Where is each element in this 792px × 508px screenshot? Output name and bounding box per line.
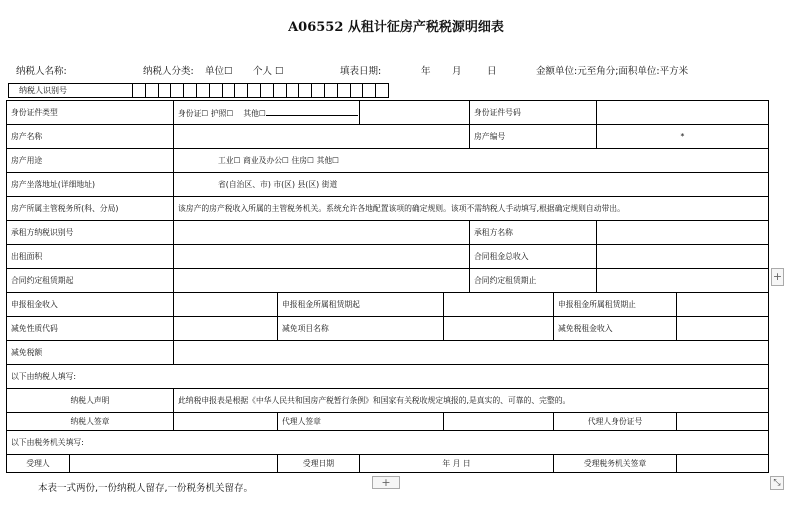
agent-id-label: 代理人身份证号 [554,413,677,431]
footer-note: 本表一式两份,一份纳税人留存,一份税务机关留存。 [38,483,254,494]
id-digit-box[interactable] [287,83,300,98]
rent-period-start-field[interactable] [444,293,554,317]
taxpayer-name-label: 纳税人名称: [16,66,67,77]
property-no-label: 房产编号 [470,125,597,149]
property-name-label: 房产名称 [7,125,174,149]
address-label: 房产坐落地址(详细地址) [7,173,174,197]
agent-id-field[interactable] [677,413,769,431]
receive-date-field[interactable]: 年 月 日 [360,455,554,473]
id-digit-box[interactable] [376,83,389,98]
office-seal-field[interactable] [677,455,769,473]
use-options-text: 工业☐ 商业及办公☐ 住房☐ 其他☐ [218,156,340,165]
id-digit-box[interactable] [159,83,172,98]
id-digit-box[interactable] [146,83,159,98]
receive-date-label: 受理日期 [278,455,360,473]
property-no-field[interactable]: * [597,125,769,149]
id-digit-box[interactable] [235,83,248,98]
taxpayer-class-label: 纳税人分类: [143,66,194,77]
id-digit-box[interactable] [171,83,184,98]
form-header [0,63,792,79]
taxpayer-sign-label: 纳税人签章 [7,413,174,431]
receiver-label: 受理人 [7,455,70,473]
fill-date-label: 填表日期: [340,66,382,77]
id-digit-box[interactable] [210,83,223,98]
exempt-code-label: 减免性质代码 [7,317,174,341]
receiver-field[interactable] [70,455,278,473]
form-title: A06552 从租计征房产税税源明细表 [288,20,504,35]
id-digit-box[interactable] [261,83,274,98]
tenant-name-field[interactable] [597,221,769,245]
exempt-code-field[interactable] [174,317,278,341]
taxpayer-fill-heading: 以下由纳税人填写: [7,365,769,389]
office-seal-label: 受理税务机关签章 [554,455,677,473]
tax-office-label: 房产所属主管税务所(科、分局) [7,197,174,221]
property-use-label: 房产用途 [7,149,174,173]
id-digit-box[interactable] [184,83,197,98]
declaration-label: 纳税人声明 [7,389,174,413]
exempt-tax-label: 减免税额 [7,341,174,365]
property-name-field[interactable] [174,125,470,149]
id-type-options[interactable] [174,101,360,125]
declared-rent-label: 申报租金收入 [7,293,174,317]
lease-end-label: 合同约定租赁期止 [470,269,597,293]
id-digit-box[interactable] [338,83,351,98]
id-digit-box[interactable] [133,83,146,98]
id-digit-box[interactable] [312,83,325,98]
agent-sign-label: 代理人签章 [278,413,444,431]
lease-start-field[interactable] [174,269,470,293]
exempt-income-field[interactable] [677,317,769,341]
taxpayer-sign-field[interactable] [174,413,278,431]
id-type-label: 身份证件类型 [7,101,174,125]
id-digit-box[interactable] [197,83,210,98]
id-digit-box[interactable] [223,83,236,98]
taxpayer-id-label: 纳税人识别号 [8,83,133,98]
rent-period-end-label: 申报租金所属租赁期止 [554,293,677,317]
resize-handle-icon[interactable]: ⤡ [770,476,784,490]
id-number-label: 身份证件号码 [470,101,597,125]
agent-sign-field[interactable] [444,413,554,431]
date-month: 月 [452,66,462,77]
tax-office-note: 该房产的房产税收入所属的主管税务机关。系统允许各地配置该项的确定规则。该项不需纳税人手动填写,根据确定规则自动带出。 [174,197,769,221]
declaration-text: 此纳税申报表是根据《中华人民共和国房产税暂行条例》和国家有关税收规定填报的,是真实的、可靠的、完整的。 [174,389,769,413]
rent-area-label: 出租面积 [7,245,174,269]
rent-period-start-label: 申报租金所属租赁期起 [278,293,444,317]
tenant-id-field[interactable] [174,221,470,245]
class-unit-checkbox[interactable]: 单位☐ [205,66,233,77]
id-digit-box[interactable] [299,83,312,98]
lease-start-label: 合同约定租赁期起 [7,269,174,293]
address-fields[interactable] [174,173,769,197]
lease-end-field[interactable] [597,269,769,293]
property-use-options[interactable] [174,149,769,173]
contract-rent-field[interactable] [597,245,769,269]
tenant-id-label: 承租方纳税识别号 [7,221,174,245]
exempt-income-label: 减免税租金收入 [554,317,677,341]
add-row-button[interactable]: + [372,476,400,489]
class-person-checkbox[interactable]: 个人 ☐ [253,66,284,77]
date-year: 年 [421,66,431,77]
tax-source-table [6,100,769,473]
add-column-button[interactable]: + [771,268,784,286]
date-day: 日 [487,66,497,77]
taxpayer-id-row [8,83,389,98]
contract-rent-label: 合同租金总收入 [470,245,597,269]
exempt-item-label: 减免项目名称 [278,317,444,341]
units-note: 金额单位:元至角分;面积单位:平方米 [536,66,689,77]
id-other-underline [266,107,358,116]
id-number-field[interactable] [597,101,769,125]
id-type-blank[interactable] [360,101,470,125]
id-digit-box[interactable] [274,83,287,98]
rent-period-end-field[interactable] [677,293,769,317]
id-digit-box[interactable] [325,83,338,98]
id-options-text: 身份证☐ 护照☐ [178,108,234,118]
rent-area-field[interactable] [174,245,470,269]
exempt-item-field[interactable] [444,317,554,341]
tenant-name-label: 承租方名称 [470,221,597,245]
office-fill-heading: 以下由税务机关填写: [7,431,769,455]
id-other-option: 其他☐ [243,108,266,118]
id-digit-box[interactable] [248,83,261,98]
address-options-text: 省(自治区、市) 市(区) 县(区) 街道 [218,180,338,189]
exempt-tax-field[interactable] [174,341,769,365]
id-digit-box[interactable] [351,83,364,98]
id-digit-box[interactable] [363,83,376,98]
declared-rent-field[interactable] [174,293,278,317]
